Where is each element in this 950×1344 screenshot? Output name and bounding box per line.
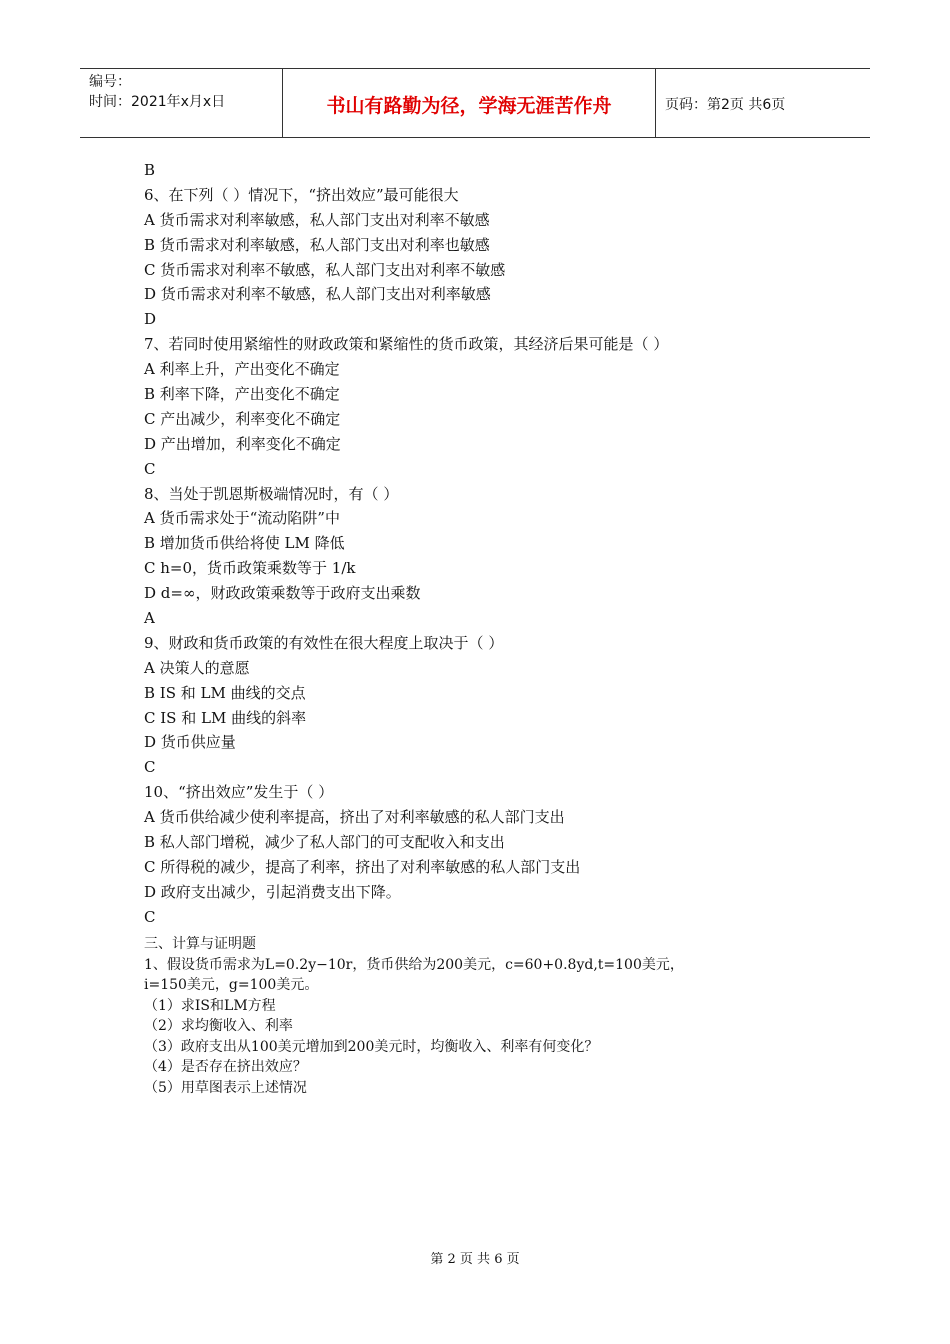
sub-question: （1）求IS和LM方程: [144, 997, 276, 1014]
header-table: [80, 68, 870, 138]
section-title: 三、计算与证明题: [144, 936, 256, 952]
option-line: C 货币需求对利率不敏感，私人部门支出对利率不敏感: [144, 260, 506, 279]
motto: 书山有路勤为径，学海无涯苦作舟: [326, 95, 612, 117]
page-info: 页码：第2页 共6页: [665, 97, 786, 113]
question-10: 10、“挤出效应”发生于（ ）: [144, 783, 334, 802]
option-line: D 产出增加，利率变化不确定: [144, 434, 341, 453]
sub-question: （5）用草图表示上述情况: [144, 1079, 307, 1096]
option-line: D d=∞，财政政策乘数等于政府支出乘数: [144, 584, 421, 603]
option-line: A 利率上升，产出变化不确定: [144, 360, 340, 379]
option-line: B 利率下降，产出变化不确定: [144, 385, 340, 404]
option-line: B 增加货币供给将使 LM 降低: [144, 534, 345, 553]
answer-line: C: [144, 459, 156, 478]
answer-line: C: [144, 907, 156, 926]
number-label: 编号：: [89, 74, 131, 90]
question-list: [144, 158, 844, 930]
option-line: D 政府支出减少，引起消费支出下降。: [144, 882, 401, 901]
option-line: A 货币需求处于“流动陷阱”中: [144, 509, 340, 528]
text-line: B: [144, 161, 156, 179]
option-line: A 货币需求对利率敏感，私人部门支出对利率不敏感: [144, 210, 490, 229]
option-line: B IS 和 LM 曲线的交点: [144, 683, 306, 702]
option-line: C 产出减少，利率变化不确定: [144, 409, 341, 428]
option-line: B 私人部门增税，减少了私人部门的可支配收入和支出: [144, 833, 505, 852]
header-left-cell: [80, 69, 282, 137]
option-line: C 所得税的减少，提高了利率，挤出了对利率敏感的私人部门支出: [144, 857, 581, 876]
time-label: 时间：2021年x月x日: [89, 94, 226, 110]
calculation-section: [144, 934, 864, 1098]
page-footer: 第 2 页 共 6 页: [430, 1252, 520, 1267]
problem-1-line-1: 1、假设货币需求为L=0.2y−10r，货币供给为200美元，c=60+0.8yd,t=100美元，: [144, 956, 684, 973]
question-7: 7、若同时使用紧缩性的财政政策和紧缩性的货币政策，其经济后果可能是（ ）: [144, 335, 669, 354]
answer-line: D: [144, 310, 157, 329]
sub-question: （4）是否存在挤出效应？: [144, 1059, 307, 1075]
option-line: A 货币供给减少使利率提高，挤出了对利率敏感的私人部门支出: [144, 808, 565, 827]
header-right-cell: [655, 69, 870, 137]
option-line: D 货币供应量: [144, 733, 236, 752]
question-8: 8、当处于凯恩斯极端情况时，有（ ）: [144, 484, 399, 503]
answer-line: C: [144, 758, 156, 777]
question-6: 6、在下列（ ）情况下，“挤出效应”最可能很大: [144, 185, 459, 204]
option-line: C IS 和 LM 曲线的斜率: [144, 708, 307, 727]
option-line: D 货币需求对利率不敏感，私人部门支出对利率敏感: [144, 285, 491, 304]
option-line: A 决策人的意愿: [144, 658, 250, 677]
option-line: C h=0，货币政策乘数等于 1/k: [144, 559, 356, 578]
answer-line: A: [144, 609, 155, 628]
sub-question: （3）政府支出从100美元增加到200美元时，均衡收入、利率有何变化？: [144, 1038, 599, 1055]
header-center-cell: [282, 69, 656, 137]
question-9: 9、财政和货币政策的有效性在很大程度上取决于（ ）: [144, 633, 504, 652]
problem-1-line-2: i=150美元，g=100美元。: [144, 977, 319, 993]
option-line: B 货币需求对利率敏感，私人部门支出对利率也敏感: [144, 235, 490, 254]
sub-question: （2）求均衡收入、利率: [144, 1018, 293, 1034]
